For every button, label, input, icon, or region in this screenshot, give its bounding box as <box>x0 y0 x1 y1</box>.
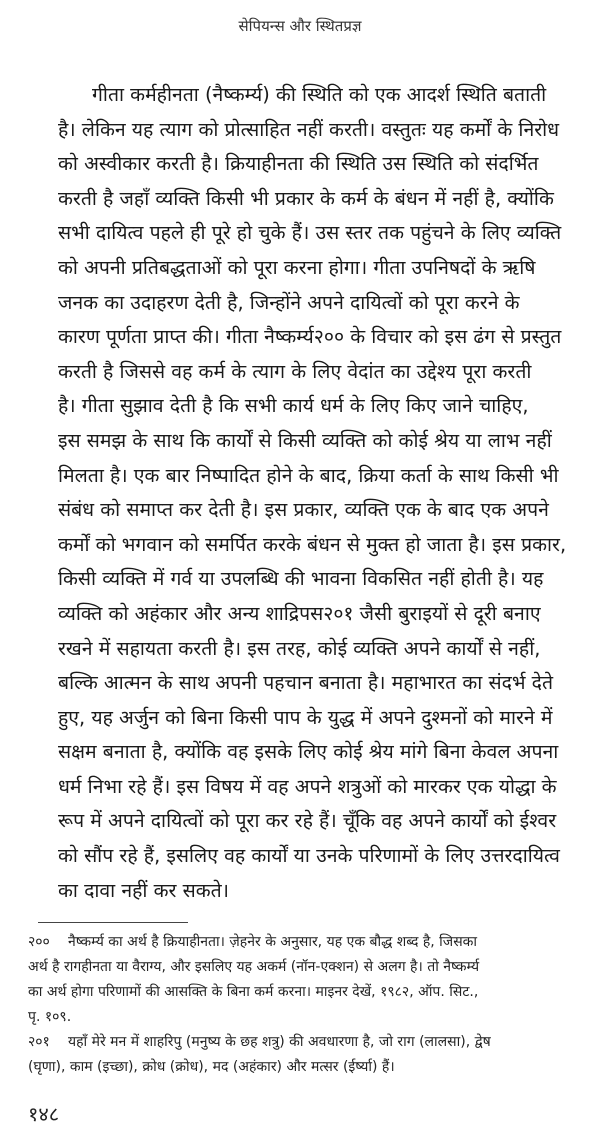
text-line: है। गीता सुझाव देती है कि सभी कार्य धर्म के लिए किए जाने चाहिए, <box>58 394 529 418</box>
text-line: को सौंप रहे हैं, इसलिए वह कार्यों या उनके परिणामों के लिए उत्तरदायित्व <box>58 844 560 868</box>
footnote-text: नैष्कर्म्य का अर्थ है क्रियाहीनता। ज़ेहनेर के अनुसार, यह एक बौद्ध शब्द है, जिसका <box>68 934 478 950</box>
footnote-number: २०० <box>28 934 50 950</box>
footnote-text: यहाँ मेरे मन में शाहरिपु (मनुष्य के छह शत्रु) की अवधारणा है, जो राग (लालसा), द्वेष <box>68 1034 491 1050</box>
text-line: कारण पूर्णता प्राप्त की। गीता नैष्कर्म्य२०० के विचार को इस ढंग से प्रस्तुत <box>58 325 562 349</box>
text-line: किसी व्यक्ति में गर्व या उपलब्धि की भावना विकसित नहीं होती है। यह <box>58 567 544 591</box>
footnote-text: पृ. १०९. <box>28 1009 72 1025</box>
footnote-divider <box>38 922 188 923</box>
text-line: धर्म निभा रहे हैं। इस विषय में वह अपने शत्रुओं को मारकर एक योद्धा के <box>58 774 557 798</box>
text-line: बल्कि आत्मन के साथ अपनी पहचान बनाता है। महाभारत का संदर्भ देते <box>58 671 554 695</box>
footnote-number: २०१ <box>28 1034 50 1050</box>
text-line: को अपनी प्रतिबद्धताओं को पूरा करना होगा। गीता उपनिषदों के ऋषि <box>58 255 536 279</box>
running-header: सेपियन्स और स्थितप्रज्ञ <box>238 17 362 35</box>
footnote-201 <box>28 1030 588 1080</box>
text-line: सभी दायित्व पहले ही पूरे हो चुके हैं। उस स्तर तक पहुंचने के लिए व्यक्ति <box>58 221 562 245</box>
text-line: रूप में अपने दायित्वों को पूरा कर रहे हैं। चूँकि वह अपने कार्यों को ईश्वर <box>58 809 557 833</box>
footnote-200 <box>28 930 588 1030</box>
page-number: १४८ <box>28 1102 60 1126</box>
text-line: रखने में सहायता करती है। इस तरह, कोई व्यक्ति अपने कार्यों से नहीं, <box>58 636 541 660</box>
text-line: को अस्वीकार करती है। क्रियाहीनता की स्थिति उस स्थिति को संदर्भित <box>58 152 539 176</box>
text-line: हुए, यह अर्जुन को बिना किसी पाप के युद्ध में अपने दुश्मनों को मारने में <box>58 705 553 729</box>
footnote-text: का अर्थ होगा परिणामों की आसक्ति के बिना कर्म करना। माइनर देखें, १९८२, ऑप. सिट., <box>28 984 479 1000</box>
text-line: संबंध को समाप्त कर देती है। इस प्रकार, व्यक्ति एक के बाद एक अपने <box>58 498 549 522</box>
text-line: व्यक्ति को अहंकार और अन्य शाद्रिपस२०१ जैसी बुराइयों से दूरी बनाए <box>58 601 541 625</box>
text-line: है। लेकिन यह त्याग को प्रोत्साहित नहीं करती। वस्तुतः यह कर्मों के निरोध <box>58 117 560 141</box>
footnote-text: (घृणा), काम (इच्छा), क्रोध (क्रोध), मद (अहंकार) और मत्सर (ईर्ष्या) हैं। <box>28 1059 395 1075</box>
text-line: गीता कर्महीनता (नैष्कर्म्य) की स्थिति को एक आदर्श स्थिति बताती <box>92 83 547 106</box>
text-line: जनक का उदाहरण देती है, जिन्होंने अपने दायित्वों को पूरा करने के <box>58 290 520 314</box>
text-line: कर्मों को भगवान को समर्पित करके बंधन से मुक्त हो जाता है। इस प्रकार, <box>58 532 567 556</box>
text-line: करती है जहाँ व्यक्ति किसी भी प्रकार के कर्म के बंधन में नहीं है, क्योंकि <box>58 186 554 210</box>
footnote-text: अर्थ है रागहीनता या वैराग्य, और इसलिए यह अकर्म (नॉन-एक्शन) से अलग है। तो नैष्कर्म्य <box>28 959 480 975</box>
text-line: मिलता है। एक बार निष्पादित होने के बाद, क्रिया कर्ता के साथ किसी भी <box>58 463 559 487</box>
text-line: करती है जिससे वह कर्म के त्याग के लिए वेदांत का उद्देश्य पूरा करती <box>58 359 532 383</box>
body-paragraph <box>58 78 590 908</box>
text-line: का दावा नहीं कर सकते। <box>58 878 229 902</box>
text-line: इस समझ के साथ कि कार्यों से किसी व्यक्ति को कोई श्रेय या लाभ नहीं <box>58 428 552 452</box>
footnotes <box>28 930 588 1080</box>
text-line: सक्षम बनाता है, क्योंकि वह इसके लिए कोई श्रेय मांगे बिना केवल अपना <box>58 740 559 764</box>
